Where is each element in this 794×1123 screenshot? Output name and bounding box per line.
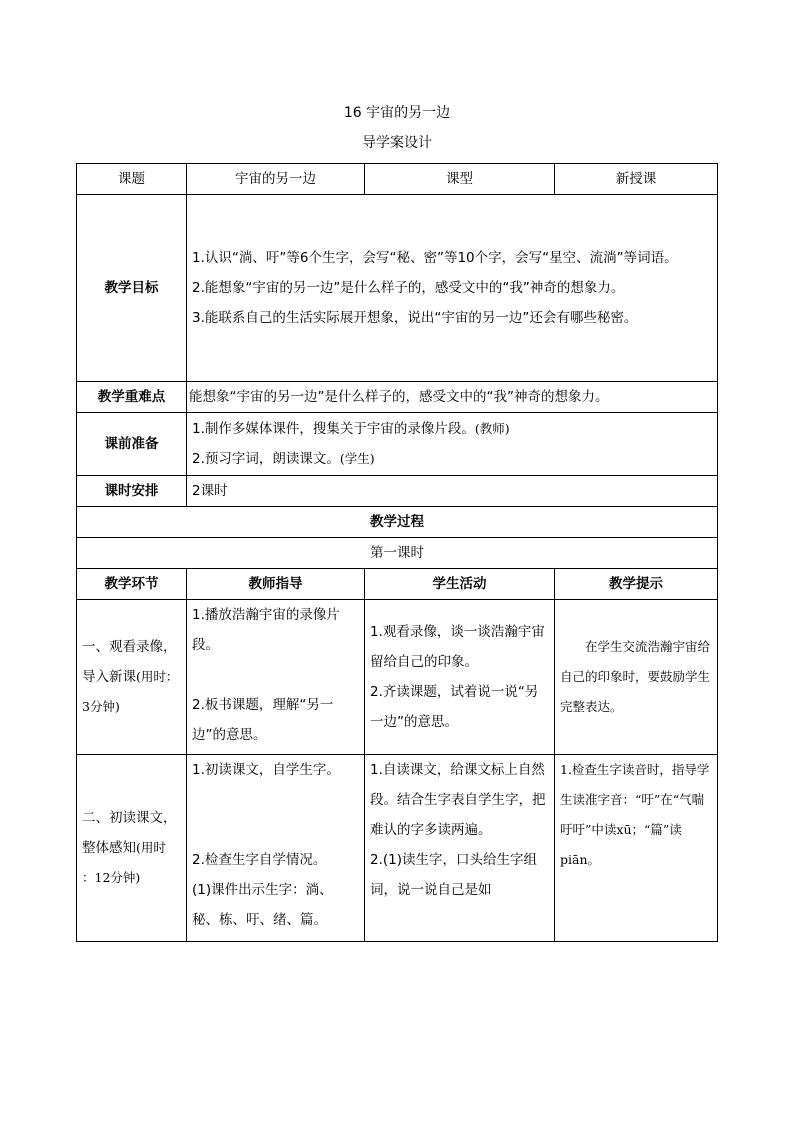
prep-item: [192, 444, 712, 474]
document-title: 16 宇宙的另一边: [343, 105, 451, 121]
prep-label: 课前准备: [77, 413, 187, 476]
goal-item: 3.能联系自己的生活实际展开想象，说出“宇宙的另一边”还会有哪些秘密。: [192, 310, 638, 326]
table-row: [77, 755, 718, 942]
lesson-label: 第一课时: [77, 538, 718, 569]
prep-text: 1.制作多媒体课件，搜集关于宇宙的录像片段。: [192, 421, 475, 437]
student-step: 1.观看录像，谈一谈浩瀚宇宙留给自己的印象。: [370, 624, 545, 670]
teacher-cell: [187, 755, 365, 942]
hours-value: 2课时: [187, 476, 718, 507]
student-cell: [365, 600, 555, 755]
process-heading: 教学过程: [77, 507, 718, 538]
stage-cell: [77, 755, 187, 942]
teacher-step: 1.初读课文，自学生字。: [192, 762, 340, 778]
header-tip: 教学提示: [555, 569, 718, 600]
teacher-step: (1)课件出示生字：淌、秘、栋、吁、绪、篇。: [192, 882, 333, 928]
hours-label: 课时安排: [77, 476, 187, 507]
stage-name: 一、观看录像，导入新课: [82, 639, 177, 685]
student-cell: [365, 755, 555, 942]
stage-time: (用时：3分钟): [82, 669, 179, 714]
teacher-cell: [187, 600, 365, 755]
header-teacher: 教师指导: [187, 569, 365, 600]
prep-text: 2.预习字词，朗读课文。: [192, 451, 340, 467]
teacher-step: 2.检查生字自学情况。: [192, 852, 327, 868]
tip-cell: [555, 755, 718, 942]
process-header-row: [77, 569, 718, 600]
tip-cell: [555, 600, 718, 755]
topic-value: 宇宙的另一边: [187, 164, 365, 195]
process-heading-row: [77, 507, 718, 538]
key-label: 教学重难点: [77, 382, 187, 413]
tip-text: 1.检查生字读音时，指导学生读准字音：“吁”在“气喘吁吁”中读xū；“篇”读piān。: [560, 762, 710, 867]
document-subtitle: 导学案设计: [362, 135, 432, 151]
type-label: 课型: [365, 164, 555, 195]
goal-item: 1.认识“淌、吁”等6个生字，会写“秘、密”等10个字，会写“星空、流淌”等词语。: [192, 250, 678, 266]
student-step: 2.(1)读生字，口头给生字组词，说一说自己是如: [370, 852, 538, 898]
header-stage: 教学环节: [77, 569, 187, 600]
key-row: [77, 382, 718, 413]
student-step: 2.齐读课题，试着说一说“另一边”的意思。: [370, 684, 539, 730]
goals-label: 教学目标: [77, 195, 187, 382]
prep-cell: [187, 413, 718, 476]
key-value: 能想象“宇宙的另一边”是什么样子的，感受文中的“我”神奇的想象力。: [187, 382, 718, 413]
prep-tag: (学生): [339, 451, 375, 466]
header-student: 学生活动: [365, 569, 555, 600]
lesson-row: [77, 538, 718, 569]
tip-text: 在学生交流浩瀚宇宙给自己的印象时，要鼓励学生完整表达。: [560, 639, 711, 714]
goals-cell: [187, 195, 718, 382]
topic-label: 课题: [77, 164, 187, 195]
stage-cell: [77, 600, 187, 755]
prep-item: [192, 414, 712, 444]
topic-row: [77, 164, 718, 195]
table-row: [77, 600, 718, 755]
lesson-plan-table: [76, 163, 718, 942]
stage-name: 二、初读课文，整体感知: [82, 810, 177, 856]
teacher-step: 2.板书课题，理解“另一边”的意思。: [192, 697, 334, 743]
goal-item: 2.能想象“宇宙的另一边”是什么样子的，感受文中的“我”神奇的想象力。: [192, 280, 625, 296]
goals-row: [77, 195, 718, 382]
prep-row: [77, 413, 718, 476]
stage-time: (用时 ：12分钟): [82, 840, 166, 885]
type-value: 新授课: [555, 164, 718, 195]
hours-row: [77, 476, 718, 507]
prep-tag: (教师): [474, 421, 510, 436]
teacher-step: 1.播放浩瀚宇宙的录像片段。: [192, 607, 340, 653]
student-step: 1.自读课文，给课文标上自然段。结合生字表自学生字，把难认的字多读两遍。: [370, 762, 546, 838]
